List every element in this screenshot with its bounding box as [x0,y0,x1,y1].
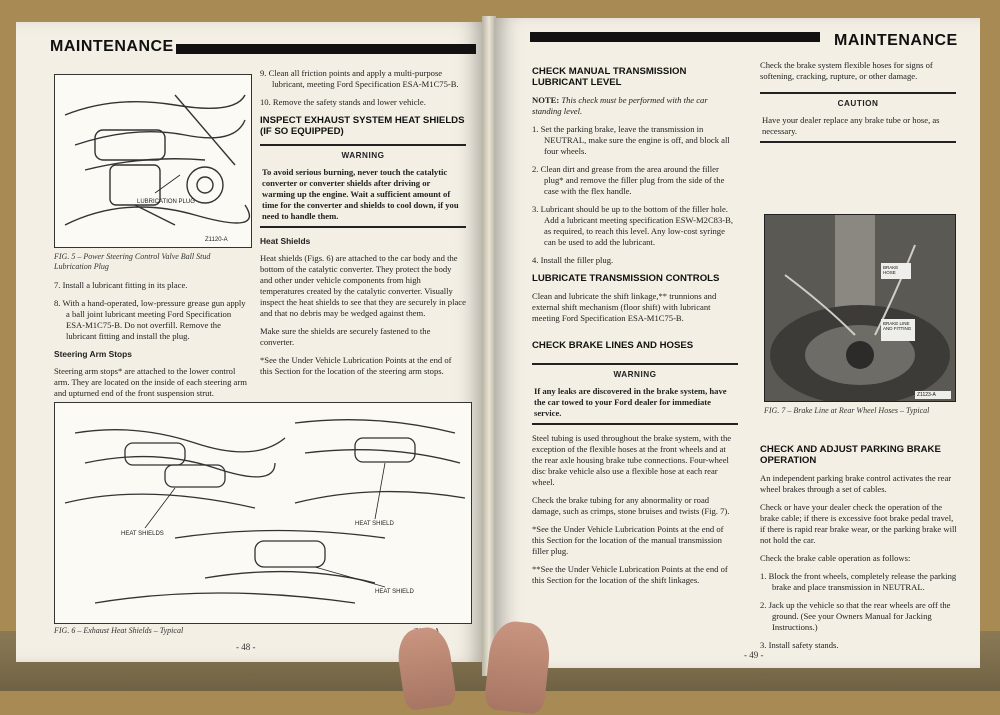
caution-box [760,92,956,143]
transmission-controls-text: Clean and lubricate the shift linkage,** trunnions and external shift mechanism (floor shift) with lubricant meeting Ford Specification ESA-M1C75-B. [532,291,717,323]
right-step-4: 4. Install the filler plug. [532,255,614,265]
heat-shields-text: Heat shields (Figs. 6) are attached to the car body and the bottom of the catalytic converter. They protect the body and other under vehicle components from high temperatures created by the catalytic converter. Visually inspect the heat shields to see that they are securely in place and that no debris may be wedged against them. [260,253,466,318]
transmission-controls-heading: LUBRICATE TRANSMISSION CONTROLS [532,273,720,284]
left-warning-text: To avoid serious burning, never touch the catalytic converter or converter shields after driving or warming up the engine. Wait a sufficient amount of time for the converter and shields to cool down, if you need to handle them. [262,167,459,221]
right-footnote-1: *See the Under Vehicle Lubrication Points at the end of this Section for the location of the manual transmission filler plug. [532,524,724,556]
fig6-caption: FIG. 6 – Exhaust Heat Shields – Typical [54,626,184,635]
note-text: This check must be performed with the car standing level. [532,95,708,116]
brake-cable-operation-text: Check the brake cable operation as follows: [760,553,911,563]
note-label: NOTE: [532,95,560,105]
caution-title: CAUTION [837,99,879,108]
right-column-2 [760,60,956,151]
steel-tubing-text: Steel tubing is used throughout the brake system, with the exception of the flexible hoses at the front wheels and at the rear axle housing brake tube connections. Four-wheel disc brake vehicle also use a flexible hose at each rear wheel. [532,433,732,487]
parking-brake-heading: CHECK AND ADJUST PARKING BRAKE OPERATION [760,444,941,466]
right-footnote-2: **See the Under Vehicle Lubrication Points at the end of this Section for the location of the shift linkages. [532,564,728,585]
left-step-8: 8. With a hand-operated, low-pressure grease gun apply a ball joint lubricant meeting Ford Specification ESA-M1C75-B. Do not overfill. Remove the lubricant fitting and install the plug. [54,298,246,341]
parking-step-1: 1. Block the front wheels, completely release the parking brake and place transmission in NEUTRAL. [760,571,957,592]
fig7-caption: FIG. 7 – Brake Line at Rear Wheel Hoses – Typical [764,406,930,415]
right-page-number: - 49 - [744,650,764,660]
fig7-label-1: BRAKE HOSE [883,265,899,275]
parking-step-3: 3. Install safety stands. [760,640,839,650]
left-step-7: 7. Install a lubricant fitting in its place. [54,280,188,290]
fig7-photo [764,214,956,402]
left-step-9: 9. Clean all friction points and apply a multi-purpose lubricant, meeting Ford Specification ESA-M1C75-B. [260,68,459,89]
brake-lines-heading: CHECK BRAKE LINES AND HOSES [532,340,694,351]
right-step-3: 3. Lubricant should be up to the bottom of the filler hole. Add a lubricant meeting specification ESW-M2C83-B, as required, to reach this level. Any low-cost syringe can be used to add the lubricant. [532,204,734,247]
right-page-header: MAINTENANCE [834,32,958,49]
left-warning-box [260,144,466,228]
fig5-caption: FIG. 5 – Power Steering Control Valve Ball Stud Lubrication Plug [54,252,211,271]
steering-arm-text: Steering arm stops* are attached to the lower control arm. They are located on the inside of each steering arm and upturned end of the front suspension strut. [54,366,247,398]
flexible-hoses-text: Check the brake system flexible hoses for signs of softening, cracking, rupture, or other damage. [760,60,933,81]
left-column-2 [260,68,466,384]
caution-text: Have your dealer replace any brake tube or hose, as necessary. [762,115,940,136]
right-column-2-lower [760,438,960,658]
fig6-label-3: HEAT SHIELD [375,589,414,595]
left-page-header: MAINTENANCE [50,38,174,55]
brake-tubing-check-text: Check the brake tubing for any abnormality or road damage, such as crimps, stone bruises and twists (Fig. 7). [532,495,730,516]
left-step-10: 10. Remove the safety stands and lower vehicle. [260,97,426,107]
heat-shields-heading: Heat Shields [260,236,311,246]
left-column-1 [54,280,250,406]
fig6-label-2: HEAT SHIELD [355,521,394,527]
right-warning-title: WARNING [613,370,657,379]
right-header-bar [530,32,820,42]
left-warning-title: WARNING [341,151,385,160]
right-page [494,18,980,668]
right-warning-text: If any leaks are discovered in the brake system, have the car towed to your Ford dealer for immediate service. [534,386,727,418]
steering-arm-heading: Steering Arm Stops [54,349,132,359]
left-page [16,22,484,662]
right-step-2: 2. Clean dirt and grease from the area around the filler plug* and remove the filler plug from the side of the case with the flex handle. [532,164,725,196]
parking-brake-text: An independent parking brake control activates the rear wheel brakes through a set of cables. [760,473,952,494]
left-page-number: - 48 - [236,642,256,652]
fig5-illustration [54,74,252,248]
fig7-label-2: BRAKE LINE AND FITTING [883,321,912,331]
exhaust-heading: INSPECT EXHAUST SYSTEM HEAT SHIELDS (IF SO EQUIPPED) [260,115,465,137]
heat-shields-text-2: Make sure the shields are securely fastened to the converter. [260,326,431,347]
right-column-1 [532,60,738,593]
fig6-label-1: HEAT SHIELDS [121,531,164,537]
right-warning-box [532,363,738,425]
manual-transmission-heading: CHECK MANUAL TRANSMISSION LUBRICANT LEVEL [532,66,687,88]
fig5-code: Z1120-A [205,237,228,243]
right-step-1: 1. Set the parking brake, leave the transmission in NEUTRAL, make sure the engine is off, and block all four wheels. [532,124,730,156]
parking-brake-text-2: Check or have your dealer check the operation of the brake cable; if there is excessive foot brake pedal travel, if there is rapid rear brake wear, or the parking brake will not hold the car. [760,502,957,545]
left-footnote: *See the Under Vehicle Lubrication Points at the end of this Section for the location of the steering arm stops. [260,355,452,376]
left-header-bar [176,44,476,54]
fig5-label: LUBRICATION PLUG [137,199,195,205]
transmission-note [532,95,738,117]
fig6-illustration [54,402,472,624]
parking-step-2: 2. Jack up the vehicle so that the rear wheels are off the ground. (See your Owners Manual for Jacking Instructions.) [760,600,951,632]
fig7-code: Z1123-A [917,392,936,398]
